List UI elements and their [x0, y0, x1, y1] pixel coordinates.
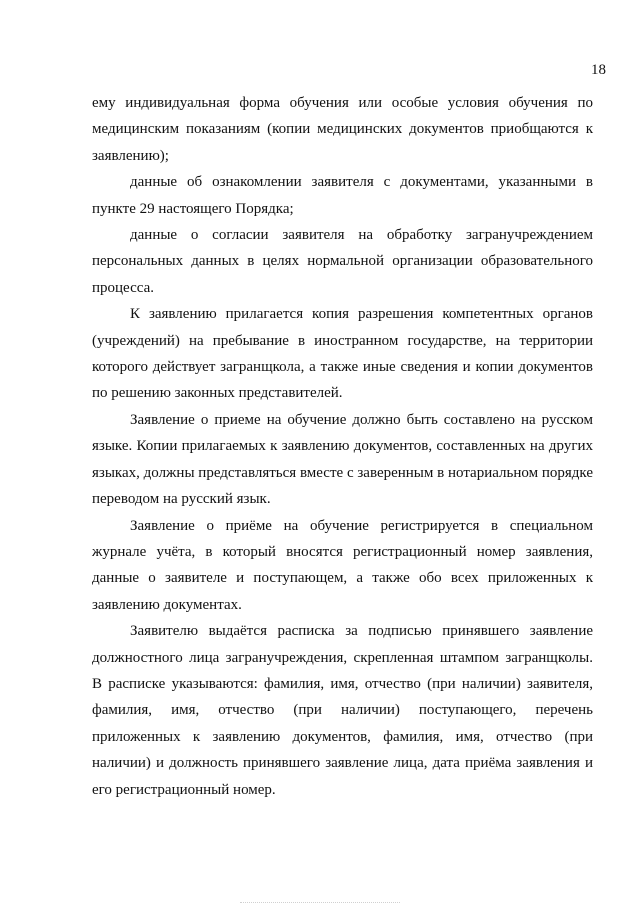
page-number: 18	[591, 62, 606, 78]
paragraph-consent: данные о согласии заявителя на обработку загранучреждением персональных данных в целях нормальной организации образовательного процесса.	[92, 227, 593, 296]
paragraph-familiarization: данные об ознакомлении заявителя с документами, указанными в пункте 29 настоящего Порядка;	[92, 174, 593, 217]
document-body	[92, 90, 593, 803]
paragraph-registration: Заявление о приёме на обучение регистрируется в специальном журнале учёта, в который вносятся регистрационный номер заявления, данные о заявителе и поступающем, а также обо всех приложенных к заявлению документах.	[92, 517, 593, 613]
paragraph-attachment: К заявлению прилагается копия разрешения компетентных органов (учреждений) на пребывание в иностранном государстве, на территории которого действует загранщкола, а также иные сведения и копии документов по решению законных представителей.	[92, 306, 593, 402]
paragraph-language: Заявление о приеме на обучение должно быть составлено на русском языке. Копии прилагаемых к заявлению документов, составленных на других языках, должны представляться вместе с заверенным в нотариальном порядке переводом на русский язык.	[92, 411, 593, 508]
paragraph-receipt: Заявителю выдаётся расписка за подписью принявшего заявление должностного лица загранучреждения, скрепленная штампом загранщколы. В расписке указываются: фамилия, имя, отчество (при наличии) заявителя, фамилия, имя, отчество (при наличии) поступающего, перечень приложенных к заявлению документов, фамилия, имя, отчество (при наличии) и должность принявшего заявление лица, дата приёма заявления и его регистрационный номер.	[92, 623, 593, 798]
paragraph-continuation: ему индивидуальная форма обучения или особые условия обучения по медицинским показаниям (копии медицинских документов приобщаются к заявлению);	[92, 95, 593, 164]
